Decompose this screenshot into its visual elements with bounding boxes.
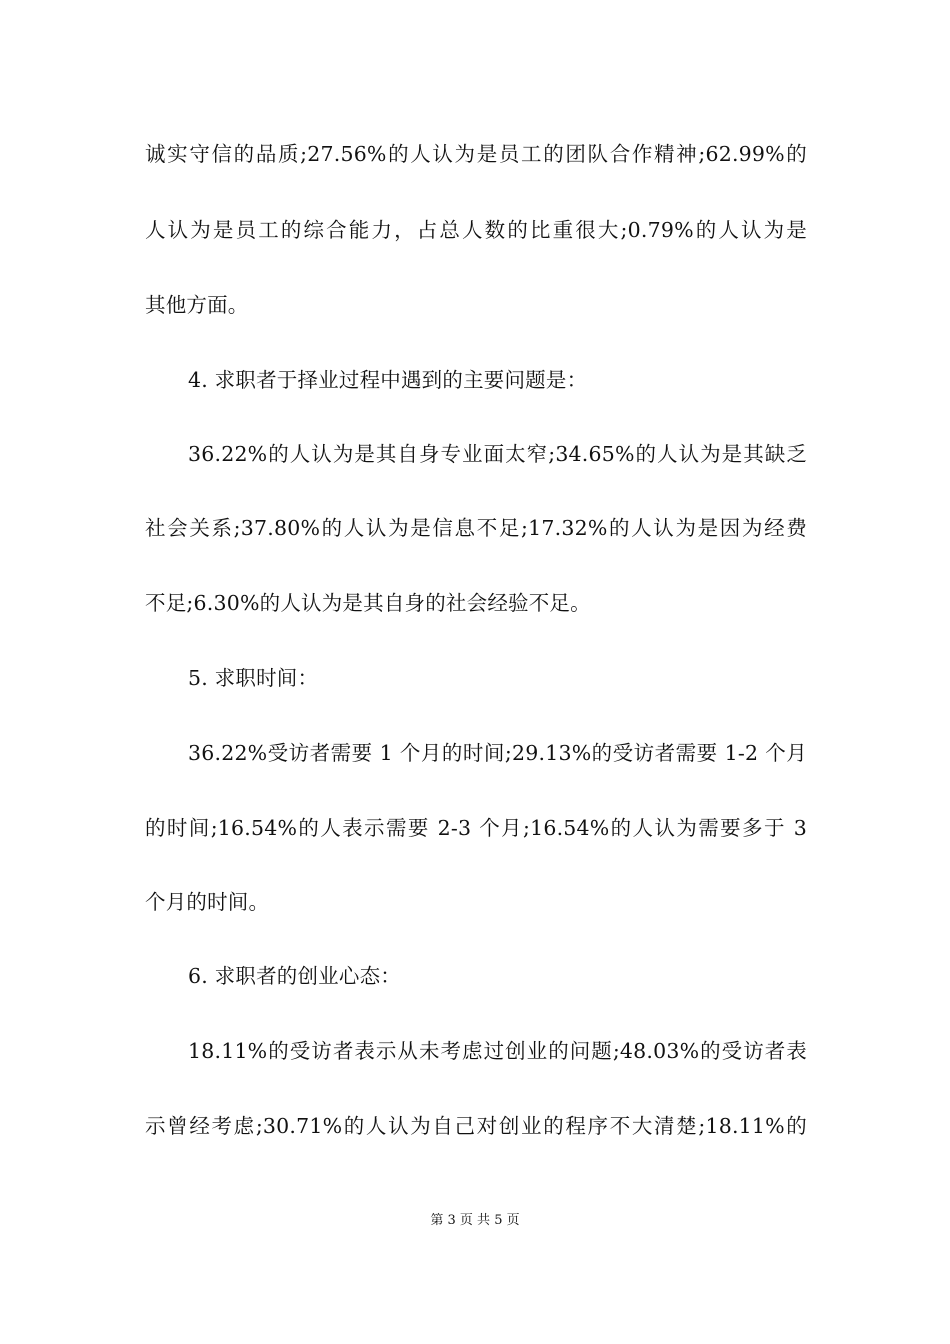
text-line-6: 社会关系;37.80%的人认为是信息不足;17.32%的人认为是因为经费 [145, 516, 807, 540]
section-heading-6: 6. 求职者的创业心态： [188, 964, 401, 988]
text-line-7: 不足;6.30%的人认为是其自身的社会经验不足。 [145, 591, 591, 615]
page-footer [0, 1212, 950, 1230]
text-line-9: 36.22%受访者需要 1 个月的时间;29.13%的受访者需要 1-2 个月 [188, 741, 807, 765]
page-number-label: 第 3 页 共 5 页 [430, 1213, 520, 1228]
text-line-2: 人认为是员工的综合能力，占总人数的比重很大;0.79%的人认为是 [145, 218, 807, 242]
section-heading-4: 4. 求职者于择业过程中遇到的主要问题是： [188, 368, 588, 392]
text-line-13: 18.11%的受访者表示从未考虑过创业的问题;48.03%的受访者表 [188, 1039, 807, 1063]
text-line-3: 其他方面。 [145, 293, 249, 317]
section-heading-5: 5. 求职时间： [188, 666, 319, 690]
text-line-5: 36.22%的人认为是其自身专业面太窄;34.65%的人认为是其缺乏 [188, 442, 807, 466]
text-line-10: 的时间;16.54%的人表示需要 2-3 个月;16.54%的人认为需要多于 3 [145, 816, 807, 840]
text-line-1: 诚实守信的品质;27.56%的人认为是员工的团队合作精神;62.99%的 [145, 142, 807, 166]
text-line-11: 个月的时间。 [145, 890, 270, 914]
text-line-14: 示曾经考虑;30.71%的人认为自己对创业的程序不大清楚;18.11%的 [145, 1114, 807, 1138]
